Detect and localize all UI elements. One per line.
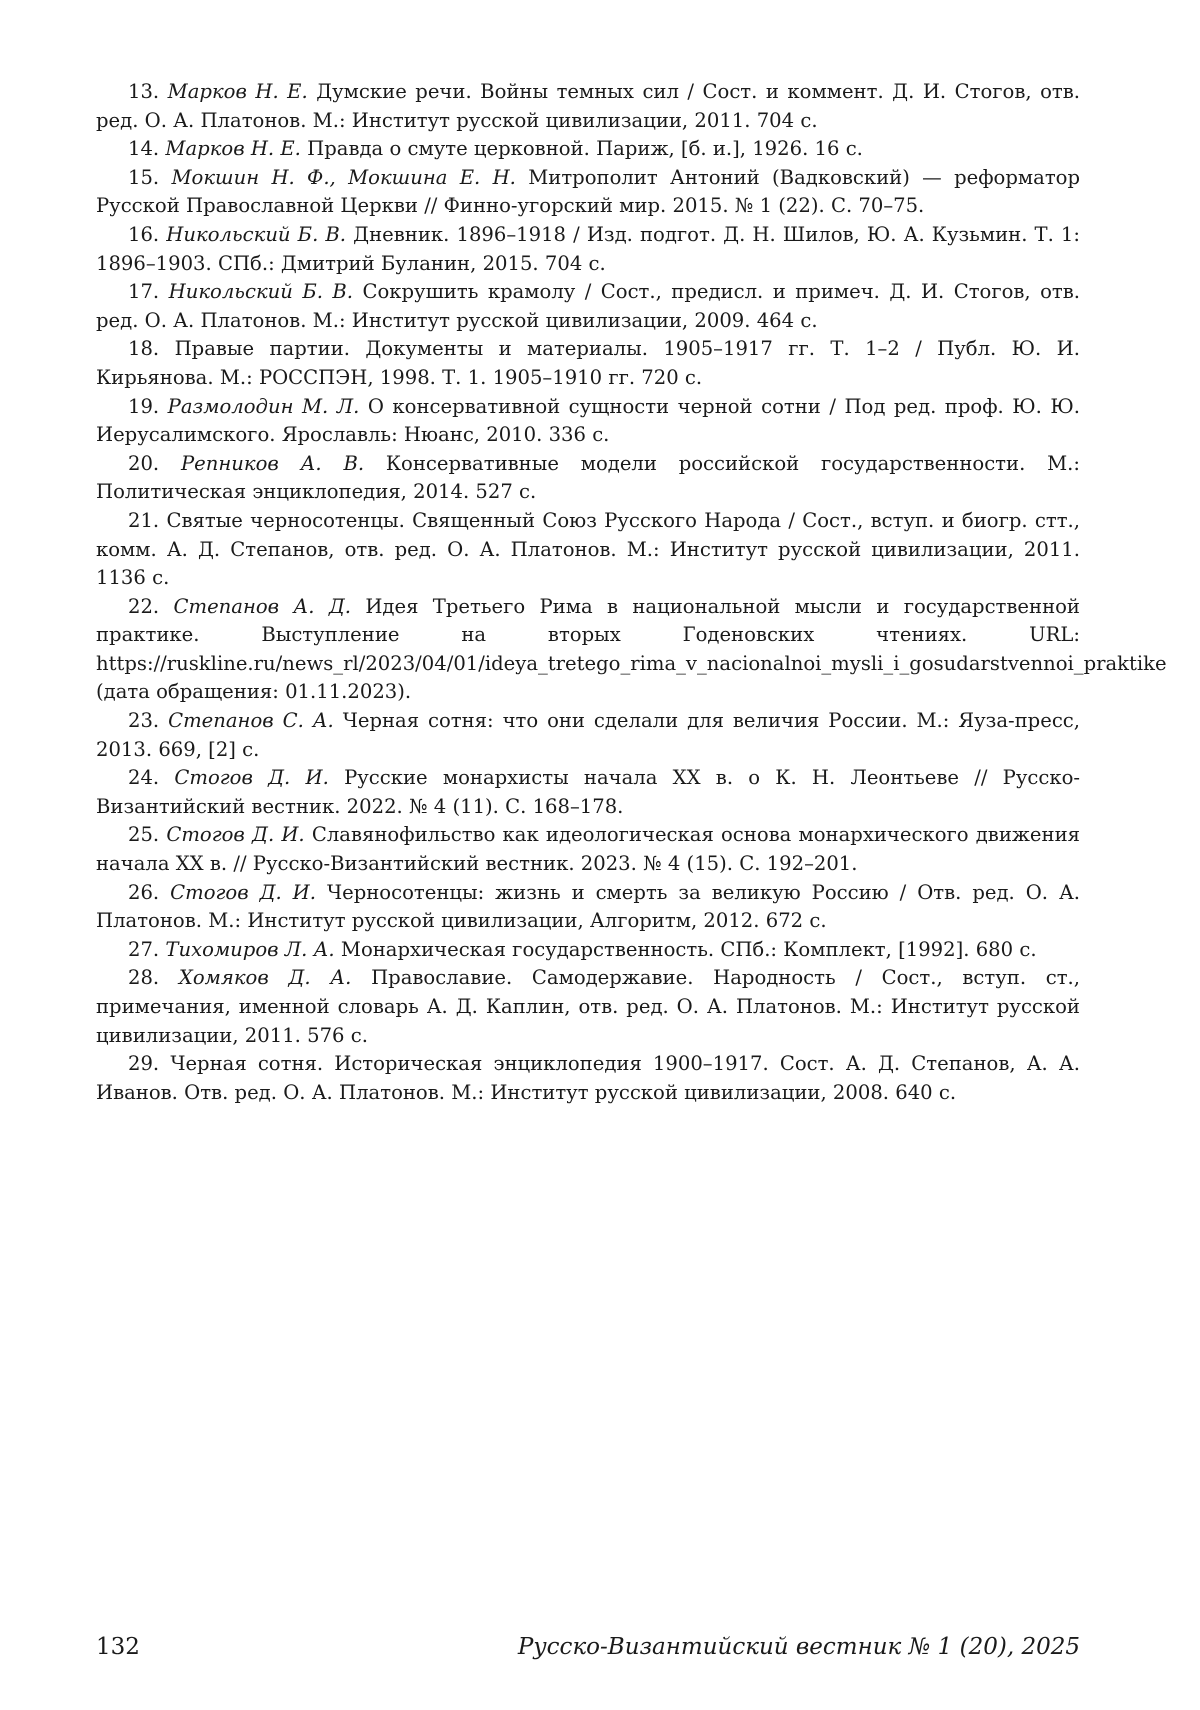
reference-number: 16. xyxy=(128,223,159,246)
reference-text: Черная сотня. Историческая энциклопедия 1900–1917. Сост. А. Д. Степанов, А. А. Иванов. Отв. ред. О. А. Платонов. М.: Институт русской цивилизации, 2008. 640 с. xyxy=(96,1052,1080,1104)
reference-author: Степанов А. Д. xyxy=(174,595,351,618)
reference-number: 29. xyxy=(128,1052,159,1075)
reference-number: 20. xyxy=(128,452,159,475)
reference-author: Никольский Б. В. xyxy=(166,223,346,246)
reference-number: 21. xyxy=(128,509,159,532)
reference-number: 18. xyxy=(128,337,159,360)
reference-text: Русские монархисты начала XX в. о К. Н. Леонтьеве // Русско-Византийский вестник. 2022. № 4 (11). С. 168–178. xyxy=(96,766,1080,818)
reference-number: 25. xyxy=(128,823,159,846)
reference-author: Стогов Д. И. xyxy=(166,823,304,846)
reference-author: Мокшин Н. Ф., Мокшина Е. Н. xyxy=(171,166,515,189)
reference-item xyxy=(96,393,1080,450)
reference-item xyxy=(96,450,1080,507)
reference-text: Консервативные модели российской государственности. М.: Политическая энциклопедия, 2014. 527 с. xyxy=(96,452,1080,504)
reference-number: 19. xyxy=(128,395,159,418)
reference-author: Репников А. В. xyxy=(181,452,364,475)
reference-text: Монархическая государственность. СПб.: Комплект, [1992]. 680 с. xyxy=(341,938,1037,961)
reference-author: Размолодин М. Л. xyxy=(168,395,360,418)
reference-text: Сокрушить крамолу / Сост., предисл. и примеч. Д. И. Стогов, отв. ред. О. А. Платонов. М.: Институт русской цивилизации, 2009. 464 с. xyxy=(96,280,1080,332)
reference-item xyxy=(96,221,1080,278)
reference-text: Митрополит Антоний (Вадковский) — реформатор Русской Православной Церкви // Финно-угорский мир. 2015. № 1 (22). С. 70–75. xyxy=(96,166,1080,218)
reference-item xyxy=(96,78,1080,135)
reference-number: 26. xyxy=(128,881,159,904)
reference-text: О консервативной сущности черной сотни / Под ред. проф. Ю. Ю. Иерусалимского. Ярославль: Нюанс, 2010. 336 с. xyxy=(96,395,1080,447)
journal-title: Русско-Византийский вестник № 1 (20), 2025 xyxy=(518,1632,1080,1662)
reference-number: 14. xyxy=(128,137,159,160)
reference-item xyxy=(96,964,1080,1050)
reference-text: Правда о смуте церковной. Париж, [б. и.], 1926. 16 с. xyxy=(307,137,863,160)
reference-author: Марков Н. Е. xyxy=(168,80,308,103)
reference-item xyxy=(96,593,1080,707)
reference-item xyxy=(96,335,1080,392)
reference-item xyxy=(96,879,1080,936)
reference-number: 13. xyxy=(128,80,159,103)
reference-text: Славянофильство как идеологическая основа монархического движения начала XX в. // Русско-Византийский вестник. 2023. № 4 (15). С. 192–201. xyxy=(96,823,1080,875)
reference-item xyxy=(96,164,1080,221)
reference-text: Идея Третьего Рима в национальной мысли и государственной практике. Выступление на вторых Годеновских чтениях. URL: https://ruskline.ru/news_rl/2023/04/01/ideya_tretego_rima_v_nacionalnoi_mysli_i_gosudarstvennoi_praktike (дата обращения: 01.11.2023). xyxy=(96,595,1167,704)
reference-item xyxy=(96,936,1080,965)
reference-author: Стогов Д. И. xyxy=(170,881,316,904)
reference-author: Тихомиров Л. А. xyxy=(165,938,334,961)
reference-item xyxy=(96,707,1080,764)
reference-item xyxy=(96,764,1080,821)
reference-author: Никольский Б. В. xyxy=(169,280,353,303)
reference-number: 27. xyxy=(128,938,159,961)
reference-author: Хомяков Д. А. xyxy=(179,966,351,989)
reference-text: Православие. Самодержавие. Народность / Сост., вступ. ст., примечания, именной словарь А. Д. Каплин, отв. ред. О. А. Платонов. М.: Институт русской цивилизации, 2011. 576 с. xyxy=(96,966,1080,1046)
reference-text: Черносотенцы: жизнь и смерть за великую Россию / Отв. ред. О. А. Платонов. М.: Институт русской цивилизации, Алгоритм, 2012. 672 с. xyxy=(96,881,1080,933)
reference-number: 15. xyxy=(128,166,159,189)
reference-text: Святые черносотенцы. Священный Союз Русского Народа / Сост., вступ. и биогр. стт., комм. А. Д. Степанов, отв. ред. О. А. Платонов. М.: Институт русской цивилизации, 2011. 1136 с. xyxy=(96,509,1080,589)
page-number: 132 xyxy=(96,1632,140,1662)
reference-author: Степанов С. А. xyxy=(168,709,334,732)
reference-number: 22. xyxy=(128,595,159,618)
reference-item xyxy=(96,1050,1080,1107)
reference-number: 17. xyxy=(128,280,159,303)
reference-item xyxy=(96,821,1080,878)
reference-text: Черная сотня: что они сделали для величия России. М.: Яуза-пресс, 2013. 669, [2] с. xyxy=(96,709,1080,761)
reference-number: 23. xyxy=(128,709,159,732)
reference-author: Стогов Д. И. xyxy=(174,766,328,789)
reference-number: 28. xyxy=(128,966,159,989)
reference-number: 24. xyxy=(128,766,159,789)
reference-text: Дневник. 1896–1918 / Изд. подгот. Д. Н. Шилов, Ю. А. Кузьмин. Т. 1: 1896–1903. СПб.: Дмитрий Буланин, 2015. 704 с. xyxy=(96,223,1080,275)
reference-item xyxy=(96,507,1080,593)
reference-item xyxy=(96,278,1080,335)
reference-item xyxy=(96,135,1080,164)
reference-list xyxy=(96,78,1080,1107)
reference-text: Правые партии. Документы и материалы. 1905–1917 гг. Т. 1–2 / Публ. Ю. И. Кирьянова. М.: РОССПЭН, 1998. Т. 1. 1905–1910 гг. 720 с. xyxy=(96,337,1080,389)
reference-text: Думские речи. Войны темных сил / Сост. и коммент. Д. И. Стогов, отв. ред. О. А. Платонов. М.: Институт русской цивилизации, 2011. 704 с. xyxy=(96,80,1080,132)
reference-author: Марков Н. Е. xyxy=(165,137,301,160)
